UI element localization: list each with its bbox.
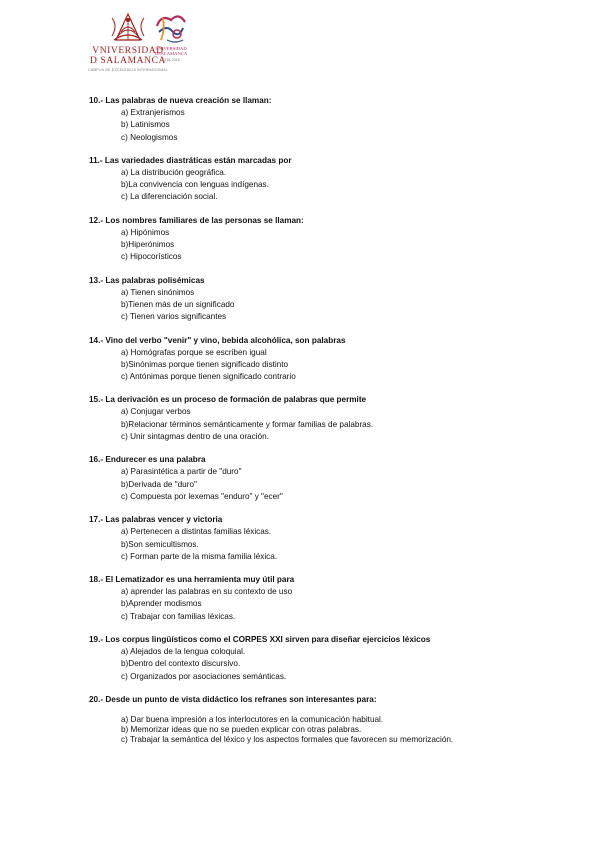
centenary-text-line2: DSALAMANCA	[154, 51, 188, 56]
answer-option: c) La diferenciación social.	[121, 192, 218, 202]
university-crest-icon	[108, 10, 148, 44]
question-item	[89, 634, 559, 683]
question-item	[89, 95, 559, 144]
centenary-years: 1218-2018	[162, 58, 180, 62]
answer-option: b)Hiperónimos	[121, 240, 175, 250]
university-name-line2: D SALAMANCA	[89, 56, 166, 66]
question-title: 18.- El Lematizador es una herramienta muy útil para	[89, 575, 295, 585]
answer-option: c) Compuesta por lexemas "enduro" y "ecer"	[121, 491, 283, 501]
question-item	[89, 394, 559, 443]
answer-option: b)Relacionar términos semánticamente y formar familias de palabras.	[121, 419, 374, 429]
answer-option: c) Antónimas porque tienen significado contrario	[121, 372, 296, 382]
question-title: 17.- Las palabras vencer y victoria	[89, 515, 223, 525]
question-options	[89, 586, 559, 623]
question-item	[89, 454, 559, 503]
answer-option: a) Conjugar verbos	[121, 407, 191, 417]
answer-option: c) Neologismos	[121, 132, 178, 142]
question-title: 11.- Las variedades diastráticas están marcadas por	[89, 155, 292, 165]
question-item	[89, 215, 559, 264]
question-options	[89, 227, 559, 264]
answer-option: a) Extranjerismos	[121, 108, 185, 117]
question-title: 20.- Desde un punto de vista didáctico los refranes son interesantes para:	[89, 694, 377, 704]
answer-option: a) Alejados de la lengua coloquial.	[121, 647, 246, 657]
answer-option: c) Forman parte de la misma familia léxica.	[121, 551, 278, 561]
answer-option: c) Organizados por asociaciones semánticas.	[121, 671, 287, 681]
question-title: 13.- Las palabras polisémicas	[89, 275, 205, 285]
answer-option: b)Tienen más de un significado	[121, 299, 235, 309]
answer-option: a) Dar buena impresión a los interlocutores en la comunicación habitual.	[121, 714, 384, 724]
answer-option: a) La distribución geográfica.	[121, 167, 227, 177]
question-options	[89, 526, 559, 563]
question-item	[89, 514, 559, 563]
answer-option: b)Son semicultismos.	[121, 539, 199, 549]
centenary-emblem-icon	[153, 10, 189, 46]
question-title: 10.- Las palabras de nueva creación se llaman:	[89, 96, 272, 105]
answer-option: a) Pertenecen a distintas familias léxicas.	[121, 527, 272, 537]
question-options	[89, 107, 559, 144]
question-title: 19.- Los corpus lingüísticos como el CORPES XXI sirven para diseñar ejercicios léxicos	[89, 635, 431, 645]
question-item	[89, 335, 559, 384]
answer-option: b) Latinismos	[121, 120, 170, 130]
answer-option: b)Derivada de "duro"	[121, 479, 197, 489]
centenary-text	[148, 46, 194, 56]
university-name-line1: VNIVERSIDAD	[92, 46, 164, 56]
question-options	[89, 646, 559, 683]
answer-option: a) Homógrafas porque se escriben igual	[121, 347, 267, 357]
university-tagline: CAMPUS DE EXCELENCIA INTERNACIONAL	[88, 68, 168, 72]
question-title: 12.- Los nombres familiares de las personas se llaman:	[89, 215, 304, 225]
answer-option: b)Sinónimas porque tienen significado distinto	[121, 359, 289, 369]
question-list	[89, 95, 559, 756]
question-item	[89, 155, 559, 204]
answer-option: b)La convivencia con lenguas indígenas.	[121, 180, 269, 190]
question-item	[89, 275, 559, 324]
answer-option: a) Hipónimos	[121, 227, 170, 237]
answer-option: a) Tienen sinónimos	[121, 287, 195, 297]
question-options	[89, 167, 559, 204]
centenary-logo	[148, 10, 194, 76]
page-header	[0, 0, 600, 82]
answer-option: b) Memorizar ideas que no se pueden explicar con otras palabras.	[121, 724, 362, 734]
centenary-text-line1: VNIVERSIDAD	[155, 46, 187, 51]
question-options	[89, 466, 559, 503]
question-options	[89, 715, 559, 745]
question-options	[89, 347, 559, 384]
answer-option: c) Trabajar la semántica del léxico y los aspectos formales que favorecen su memorización.	[121, 734, 454, 744]
answer-option: b)Aprender modismos	[121, 599, 202, 609]
question-options	[89, 287, 559, 324]
question-title: 15.- La derivación es un proceso de formación de palabras que permite	[89, 395, 367, 405]
question-options	[89, 406, 559, 443]
question-title: 16.- Endurecer es una palabra	[89, 455, 206, 465]
question-title: 14.- Vino del verbo "venir" y vino, bebida alcohólica, son palabras	[89, 335, 346, 345]
answer-option: c) Trabajar con familias léxicas.	[121, 611, 236, 621]
answer-option: c) Unir sintagmas dentro de una oración.	[121, 432, 269, 442]
answer-option: b)Dentro del contexto discursivo.	[121, 659, 241, 669]
answer-option: a) Parasintética a partir de "duro"	[121, 467, 242, 477]
answer-option: c) Tienen varios significantes	[121, 312, 227, 322]
answer-option: c) Hipocorísticos	[121, 252, 182, 262]
question-item	[89, 694, 559, 745]
question-item	[89, 574, 559, 623]
answer-option: a) aprender las palabras en su contexto de uso	[121, 587, 293, 597]
